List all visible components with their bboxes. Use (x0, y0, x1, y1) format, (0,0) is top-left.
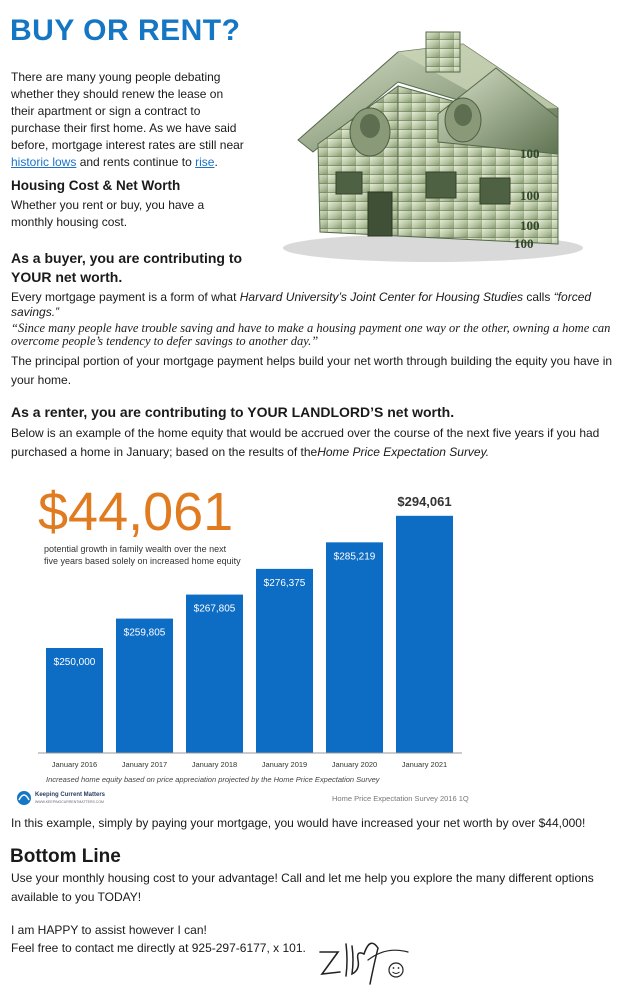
chart-source: Home Price Expectation Survey 2016 1Q (332, 794, 469, 803)
harvard-source: Harvard University’s Joint Center for Housing Studies (239, 290, 523, 304)
housing-cost-text: Whether you rent or buy, you have a monthly housing cost. (11, 198, 205, 229)
page-title: BUY OR RENT? (10, 14, 241, 47)
contact-paragraph (11, 921, 306, 957)
buyer-heading: As a buyer, you are contributing to YOUR net worth. (11, 250, 243, 285)
chart-footnote: Increased home equity based on price appreciation projected by the Home Price Expectation Survey (46, 775, 380, 784)
equity-example-intro (11, 424, 611, 462)
bar-january-2017 (116, 619, 173, 753)
bar-january-2019 (256, 569, 313, 753)
kcm-logo-text: Keeping Current Matters (35, 792, 106, 798)
kcm-logo-subtext: WWW.KEEPINGCURRENTMATTERS.COM (35, 800, 104, 804)
harvard-quote: “Since many people have trouble saving and have to make a housing payment one way or the other, owning a home can overcome people’s tendency to defer savings to another day.” (11, 321, 611, 348)
kcm-logo (17, 791, 106, 805)
intro-text-2: and rents continue to (76, 155, 196, 169)
bar-value-label: $285,219 (333, 551, 376, 563)
bar-value-label: $259,805 (123, 627, 166, 639)
bar-january-2020 (326, 542, 383, 753)
svg-text:100: 100 (520, 218, 540, 233)
forced-savings-paragraph (11, 290, 611, 320)
net-worth-example: In this example, simply by paying your mortgage, you would have increased your net worth by over $44,000! (11, 816, 586, 830)
bottom-line-heading: Bottom Line (10, 846, 121, 867)
intro-text-3: . (214, 155, 218, 169)
intro-text-1: There are many young people debating whether they should renew the lease on their apartment or sign a contract to purchase their first home. As we have said before, mortgage interest rates are still near (11, 70, 244, 152)
bottom-line-text: Use your monthly housing cost to your advantage! Call and let me help you explore the many different options available to you TODAY! (11, 871, 594, 904)
bar-value-label: $250,000 (53, 657, 96, 668)
svg-text:100: 100 (514, 236, 534, 251)
x-tick-label: January 2021 (401, 760, 448, 769)
bar-value-label: $276,375 (263, 577, 306, 589)
contact-line-2: Feel free to contact me directly at 925-297-6177, x 101. (11, 941, 306, 955)
x-tick-label: January 2016 (51, 760, 98, 769)
chart-subtitle-line-2: five years based solely on increased home equity (44, 556, 241, 566)
intro-paragraph (11, 69, 246, 171)
signature-image (312, 930, 422, 990)
rise-link[interactable]: rise (195, 155, 215, 169)
svg-text:100: 100 (520, 188, 540, 203)
bar-january-2021 (396, 516, 453, 753)
money-house-image (258, 22, 616, 266)
forced-savings-mid: calls (523, 290, 554, 304)
svg-text:100: 100 (520, 146, 540, 161)
x-tick-label: January 2020 (331, 760, 378, 769)
x-tick-label: January 2018 (191, 760, 238, 769)
x-tick-label: January 2019 (261, 760, 308, 769)
equity-intro-text: Below is an example of the home equity that would be accrued over the course of the next five years if you had purchased a home in January; based on the results of the (11, 426, 600, 459)
housing-cost-heading: Housing Cost & Net Worth (11, 178, 181, 193)
bar-value-label: $294,061 (397, 493, 452, 509)
forced-savings-prefix: Every mortgage payment is a form of what (11, 290, 240, 304)
chart-headline: $44,061 (38, 482, 234, 542)
contact-line-1: I am HAPPY to assist however I can! (11, 923, 207, 937)
x-tick-label: January 2017 (121, 760, 168, 769)
chart-subtitle-line-1: potential growth in family wealth over the next (44, 544, 227, 554)
home-equity-chart (10, 468, 610, 813)
principal-paragraph: The principal portion of your mortgage payment helps build your net worth through building the equity you have in your home. (11, 354, 613, 387)
historic-lows-link[interactable]: historic lows (11, 155, 77, 169)
survey-name: Home Price Expectation Survey. (317, 445, 490, 459)
bar-january-2018 (186, 595, 243, 753)
forced-savings-quote: “forced savings.” (11, 290, 592, 319)
renter-heading: As a renter, you are contributing to YOUR LANDLORD’S net worth. (11, 404, 455, 420)
bar-value-label: $267,805 (193, 603, 236, 615)
